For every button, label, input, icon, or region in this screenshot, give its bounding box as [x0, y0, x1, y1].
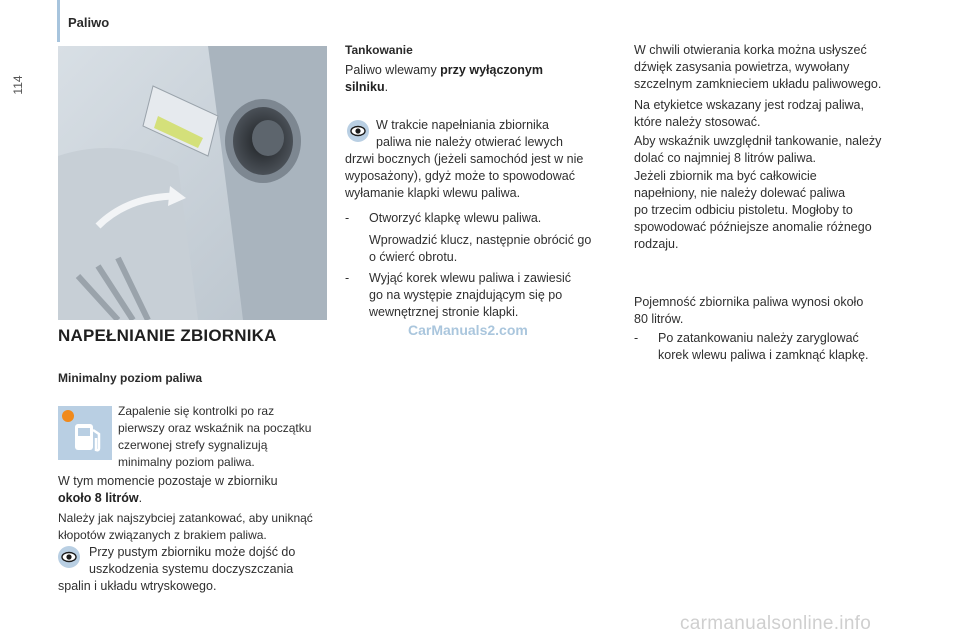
- fuel-flap-illustration: [58, 46, 327, 320]
- warning-dot-icon: [62, 410, 74, 422]
- refuelling-intro: Paliwo wlewamy przy wyłączonym silniku.: [345, 63, 543, 94]
- reserve-text: W tym momencie pozostaje w zbiorniku około 8 litrów.: [58, 474, 278, 505]
- empty-tank-warning: Przy pustym zbiorniku może dojść do uszkodzenia systemu doczyszczania spalin i układu wtryskowego.: [58, 545, 296, 593]
- list-item: - Wyjąć korek wlewu paliwa i zawiesić go na występie znajdującym się po wewnętrznej stronie klapki.: [345, 271, 572, 319]
- list-item: - Otworzyć klapkę wlewu paliwa.: [345, 211, 542, 225]
- page-number: 114: [11, 75, 25, 95]
- section-heading: NAPEŁNIANIE ZBIORNIKA: [58, 326, 277, 345]
- right-paragraph-3: Aby wskaźnik uwzględnił tankowanie, należy dolać co najmniej 8 litrów paliwa.: [634, 134, 882, 165]
- tank-capacity: Pojemność zbiornika paliwa wynosi około 80 litrów.: [634, 295, 864, 326]
- subheading-minimum-fuel: Minimalny poziom paliwa: [58, 371, 203, 385]
- list-item-detail: Wprowadzić klucz, następnie obrócić go o ćwierć obrotu.: [369, 233, 592, 264]
- right-paragraph-1: W chwili otwierania korka można usłyszeć dźwięk zasysania powietrza, wywołany szczelnym zamknieciem układu paliwowego.: [634, 43, 882, 91]
- steps-list: [345, 210, 615, 320]
- right-paragraph-2: Na etykietce wskazany jest rodzaj paliwa, które należy stosować.: [634, 98, 864, 129]
- refuel-advice: Należy jak najszybciej zatankować, aby uniknąć kłopotów związanych z brakiem paliwa.: [58, 511, 313, 542]
- watermark-footer: carmanualsonline.info: [680, 613, 872, 634]
- section-accent-bar: [57, 0, 60, 42]
- refuelling-title: Tankowanie: [345, 43, 413, 57]
- watermark-center: CarManuals2.com: [408, 322, 528, 338]
- lamp-description: Zapalenie się kontrolki po raz pierwszy oraz wskaźnik na początku czerwonej strefy sygnalizują minimalny poziom paliwa.: [118, 404, 312, 469]
- fuel-pump-icon: [75, 424, 93, 450]
- right-paragraph-4: Jeżeli zbiornik ma być całkowicie napełniony, nie należy dolewać paliwa po trzecim odbiciu pistoletu. Mogłoby to spowodować późniejsze anomalie różnego rodzaju.: [634, 169, 872, 251]
- door-warning: W trakcie napełniania zbiornika paliwa nie należy otwierać lewych drzwi bocznych (jeżeli samochód jest w nie wyposażony), gdyż może to spowodować wyłamanie klapki wlewu paliwa.: [345, 118, 584, 200]
- fuel-warning-lamp: [58, 406, 112, 460]
- section-title: Paliwo: [68, 15, 110, 30]
- list-item: - Po zatankowaniu należy zaryglować korek wlewu paliwa i zamknąć klapkę.: [634, 331, 869, 362]
